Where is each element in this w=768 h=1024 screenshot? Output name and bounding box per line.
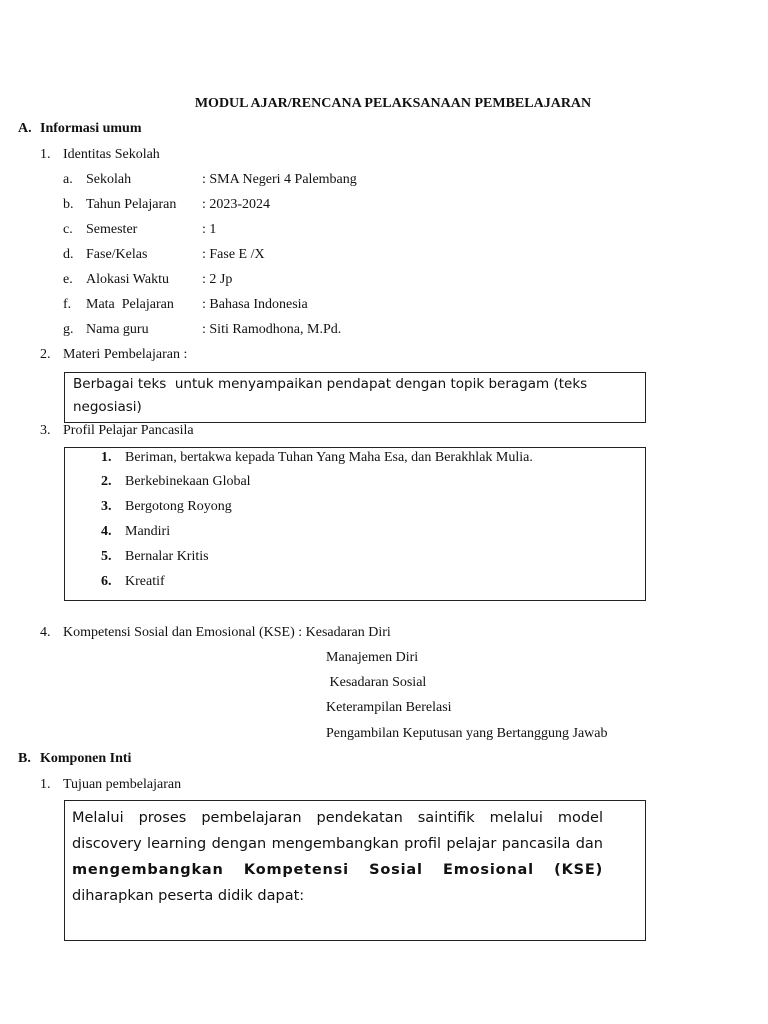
profil-item-text: Mandiri (125, 524, 171, 539)
profil-item-num: 3. (101, 499, 112, 514)
identitas-num: 1. (40, 147, 51, 162)
tujuan-label: Tujuan pembelajaran (63, 777, 182, 792)
tujuan-num: 1. (40, 777, 51, 792)
row-label: Fase/Kelas (86, 247, 148, 262)
kse-num: 4. (40, 625, 51, 640)
section-a-letter: A. (18, 121, 32, 136)
identitas-row (0, 247, 768, 267)
section-b-heading (18, 751, 131, 767)
row-letter: a. (63, 172, 73, 187)
identitas-row (0, 322, 768, 342)
profil-item-num: 5. (101, 549, 112, 564)
kse-item: Pengambilan Keputusan yang Bertanggung Jawab (326, 726, 608, 741)
section-b-letter: B. (18, 751, 31, 766)
profil-num: 3. (40, 423, 51, 438)
profil-heading (40, 423, 194, 439)
row-value: : SMA Negeri 4 Palembang (202, 172, 357, 187)
row-label: Nama guru (86, 322, 149, 337)
tujuan-heading (40, 777, 181, 793)
materi-box (64, 372, 646, 423)
identitas-label: Identitas Sekolah (63, 147, 160, 162)
materi-num: 2. (40, 347, 51, 362)
identitas-row (0, 222, 768, 242)
identitas-heading (40, 147, 160, 163)
profil-item (101, 549, 209, 565)
profil-item-num: 4. (101, 524, 112, 539)
row-label: Semester (86, 222, 138, 237)
profil-item-num: 2. (101, 474, 112, 489)
document-title: MODUL AJAR/RENCANA PELAKSANAAN PEMBELAJARAN (194, 96, 592, 111)
profil-label: Profil Pelajar Pancasila (63, 423, 194, 438)
profil-item (101, 524, 170, 540)
materi-label: Materi Pembelajaran : (63, 347, 188, 362)
row-value: : 2023-2024 (202, 197, 271, 212)
identitas-row (0, 272, 768, 292)
row-value: : Siti Ramodhona, M.Pd. (202, 322, 342, 337)
profil-item (101, 474, 251, 490)
row-label: Sekolah (86, 172, 132, 187)
identitas-row (0, 172, 768, 192)
row-label: Mata Pelajaran (86, 297, 174, 312)
row-label: Tahun Pelajaran (86, 197, 177, 212)
profil-item-text: Kreatif (125, 574, 165, 589)
row-label: Alokasi Waktu (86, 272, 169, 287)
profil-item-text: Bergotong Royong (125, 499, 232, 514)
profil-item (101, 574, 165, 590)
tujuan-box (64, 800, 646, 941)
kse-item: Keterampilan Berelasi (326, 700, 452, 715)
profil-item-num: 6. (101, 574, 112, 589)
profil-item-num: 1. (101, 450, 112, 465)
section-a-label: Informasi umum (40, 121, 142, 136)
profil-box (64, 447, 646, 601)
tujuan-text-part2: diharapkan peserta didik dapat: (72, 888, 305, 904)
kse-label: Kompetensi Sosial dan Emosional (KSE) : Kesadaran Diri (63, 625, 391, 640)
kse-item: Manajemen Diri (326, 650, 419, 665)
identitas-row (0, 297, 768, 317)
profil-item-text: Beriman, bertakwa kepada Tuhan Yang Maha Esa, dan Berakhlak Mulia. (125, 450, 533, 465)
tujuan-text-part1: Melalui proses pembelajaran pendekatan saintifik melalui model discovery learning dengan mengembangkan profil pelajar pancasila dan (72, 810, 603, 852)
identitas-row (0, 197, 768, 217)
materi-heading (40, 347, 187, 363)
profil-item-text: Berkebinekaan Global (125, 474, 251, 489)
kse-item: Kesadaran Sosial (326, 675, 427, 690)
tujuan-text-bold: mengembangkan Kompetensi Sosial Emosional (KSE) (72, 862, 603, 878)
row-value: : Fase E /X (202, 247, 265, 262)
profil-item-text: Bernalar Kritis (125, 549, 209, 564)
profil-item (101, 499, 232, 515)
kse-heading (40, 625, 391, 641)
row-value: : Bahasa Indonesia (202, 297, 308, 312)
profil-item (101, 450, 533, 466)
row-value: : 2 Jp (202, 272, 233, 287)
row-value: : 1 (202, 222, 217, 237)
materi-line-2: negosiasi) (73, 399, 142, 415)
row-letter: e. (63, 272, 73, 287)
row-letter: d. (63, 247, 74, 262)
row-letter: b. (63, 197, 74, 212)
row-letter: c. (63, 222, 73, 237)
row-letter: f. (63, 297, 72, 312)
materi-line-1: Berbagai teks untuk menyampaikan pendapat dengan topik beragam (teks (73, 376, 588, 392)
row-letter: g. (63, 322, 74, 337)
section-b-label: Komponen Inti (40, 751, 132, 766)
section-a-heading (18, 121, 142, 137)
